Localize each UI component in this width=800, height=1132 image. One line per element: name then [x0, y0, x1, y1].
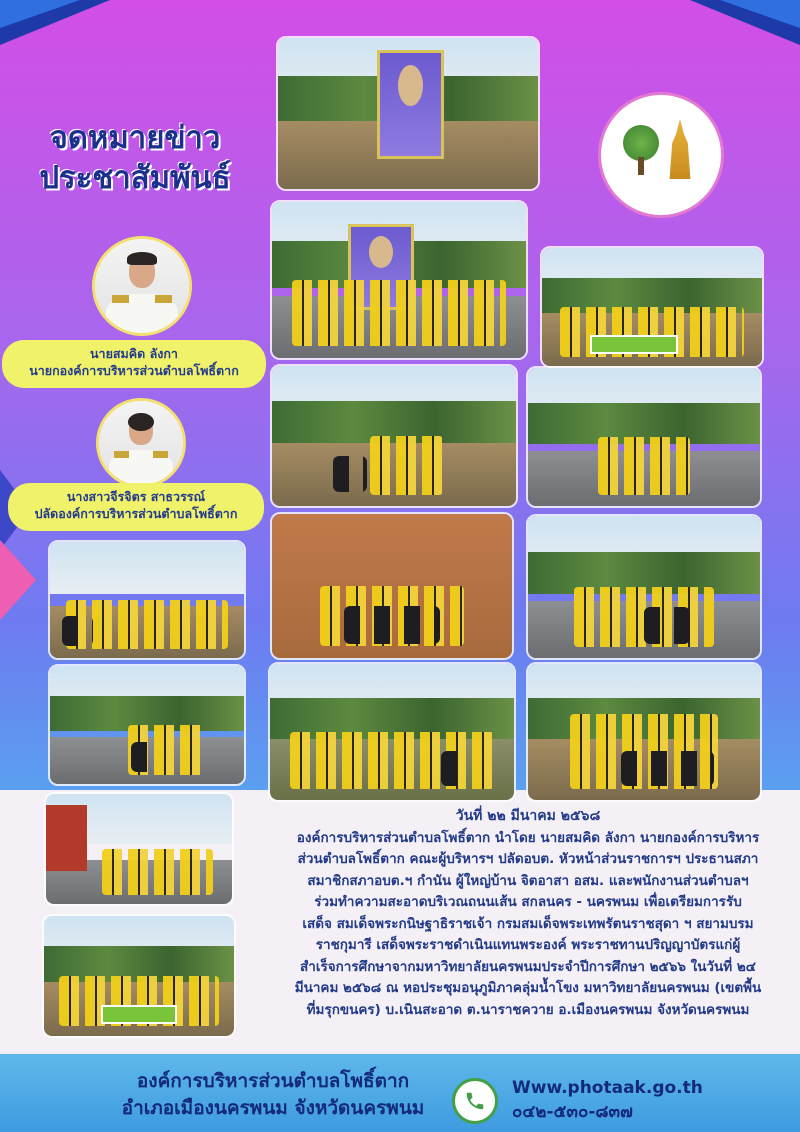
phone-icon — [452, 1078, 498, 1124]
article-line: เสด็จ สมเด็จพระกนิษฐาธิราชเจ้า กรมสมเด็จพระเทพรัตนราชสุดา ฯ สยามบรม — [302, 915, 754, 932]
title-line-1: จดหมายข่าว — [49, 120, 221, 156]
photo-royal-portrait-billboard — [276, 36, 540, 191]
article-line: ร่วมทำความสะอาดบริเวณถนนเส้น สกลนคร - นครพนม เพื่อเตรียมการรับ — [314, 894, 742, 910]
website-link[interactable]: Www.photaak.go.th — [512, 1078, 703, 1098]
article-line: ที่มรุกขนคร) บ.เนินสะอาด ต.นาราชควาย อ.เมืองนครพนม จังหวัดนครพนม — [306, 1001, 750, 1018]
chief-name: นางสาวจีรจิตร สาธวรรณ์ — [66, 489, 206, 504]
mayor-name: นายสมคิด ลังกา — [90, 346, 178, 361]
photo-grass-cleanup — [268, 662, 516, 802]
photo-group-with-banner — [540, 246, 764, 368]
footer-org-line-1: องค์การบริหารส่วนตำบลโพธิ์ตาก — [136, 1070, 410, 1092]
article-text — [258, 806, 798, 1021]
organization-logo — [598, 92, 724, 218]
mayor-position: นายกองค์การบริหารส่วนตำบลโพธิ์ตาก — [29, 363, 239, 378]
title-line-2: ประชาสัมพันธ์ — [39, 160, 231, 196]
photo-dirt-bank-cleanup — [270, 512, 514, 660]
footer — [0, 1054, 800, 1132]
photo-truck-loading — [44, 792, 234, 906]
tree-trunk — [638, 157, 644, 175]
portrait-chief-administrator — [96, 398, 186, 488]
portrait-mayor — [92, 236, 192, 336]
article-line: ส่วนตำบลโพธิ์ตาก คณะผู้บริหารฯ ปลัดอบต. หัวหน้าส่วนราชการฯ ประธานสภา — [297, 851, 759, 867]
article-line: มีนาคม ๒๕๖๘ ณ หอประชุมอนุภูมิภาคลุ่มน้ำโขง มหาวิทยาลัยนครพนม (เขตพื้น — [294, 980, 762, 996]
footer-org-line-2: อำเภอเมืองนครพนม จังหวัดนครพนม — [121, 1097, 425, 1119]
namecard-mayor — [2, 340, 266, 388]
phone-number: ๐๔๒-๕๓๐-๘๓๗ — [512, 1102, 633, 1122]
photo-group-banner-bottom — [42, 914, 236, 1038]
truck-shape — [46, 805, 87, 871]
photo-roadside-cleanup-2 — [526, 366, 762, 508]
footer-contact — [512, 1076, 703, 1124]
page-title — [10, 118, 260, 198]
phone-glyph — [464, 1090, 486, 1112]
article-date: วันที่ ๒๒ มีนาคม ๒๕๖๘ — [455, 808, 601, 824]
stupa-icon — [667, 119, 693, 179]
cleaning-day-banner-bottom — [101, 1005, 177, 1024]
namecard-chief-administrator — [8, 483, 264, 531]
photo-group-cleanup-left — [48, 540, 246, 660]
corner-decoration-top-left — [0, 0, 120, 60]
photo-bags-collection — [526, 514, 762, 660]
corner-decoration-top-right — [680, 0, 800, 60]
article-line: สมาชิกสภาอบต.ฯ กำนัน ผู้ใหญ่บ้าน จิตอาสา อสม. และพนักงานส่วนตำบลฯ — [307, 872, 749, 889]
photo-women-with-bags — [526, 662, 762, 802]
footer-organization — [78, 1068, 468, 1122]
article-line: ราชกุมารี เสด็จพระราชดำเนินแทนพระองค์ พระราชทานปริญญาบัตรแก่ผู้ — [315, 937, 741, 953]
tree-icon — [623, 125, 659, 161]
chief-position: ปลัดองค์การบริหารส่วนตำบลโพธิ์ตาก — [34, 506, 238, 521]
cleaning-day-banner — [590, 335, 678, 354]
photo-group-at-billboard — [270, 200, 528, 360]
photo-roadside-cleanup-1 — [270, 364, 518, 508]
photo-roadside-pair — [48, 664, 246, 786]
article-line: สำเร็จการศึกษาจากมหาวิทยาลัยนครพนมประจำปีการศึกษา ๒๕๖๖ ในวันที่ ๒๔ — [300, 958, 756, 975]
article-line: องค์การบริหารส่วนตำบลโพธิ์ตาก นำโดย นายสมคิด ลังกา นายกองค์การบริหาร — [296, 829, 760, 846]
